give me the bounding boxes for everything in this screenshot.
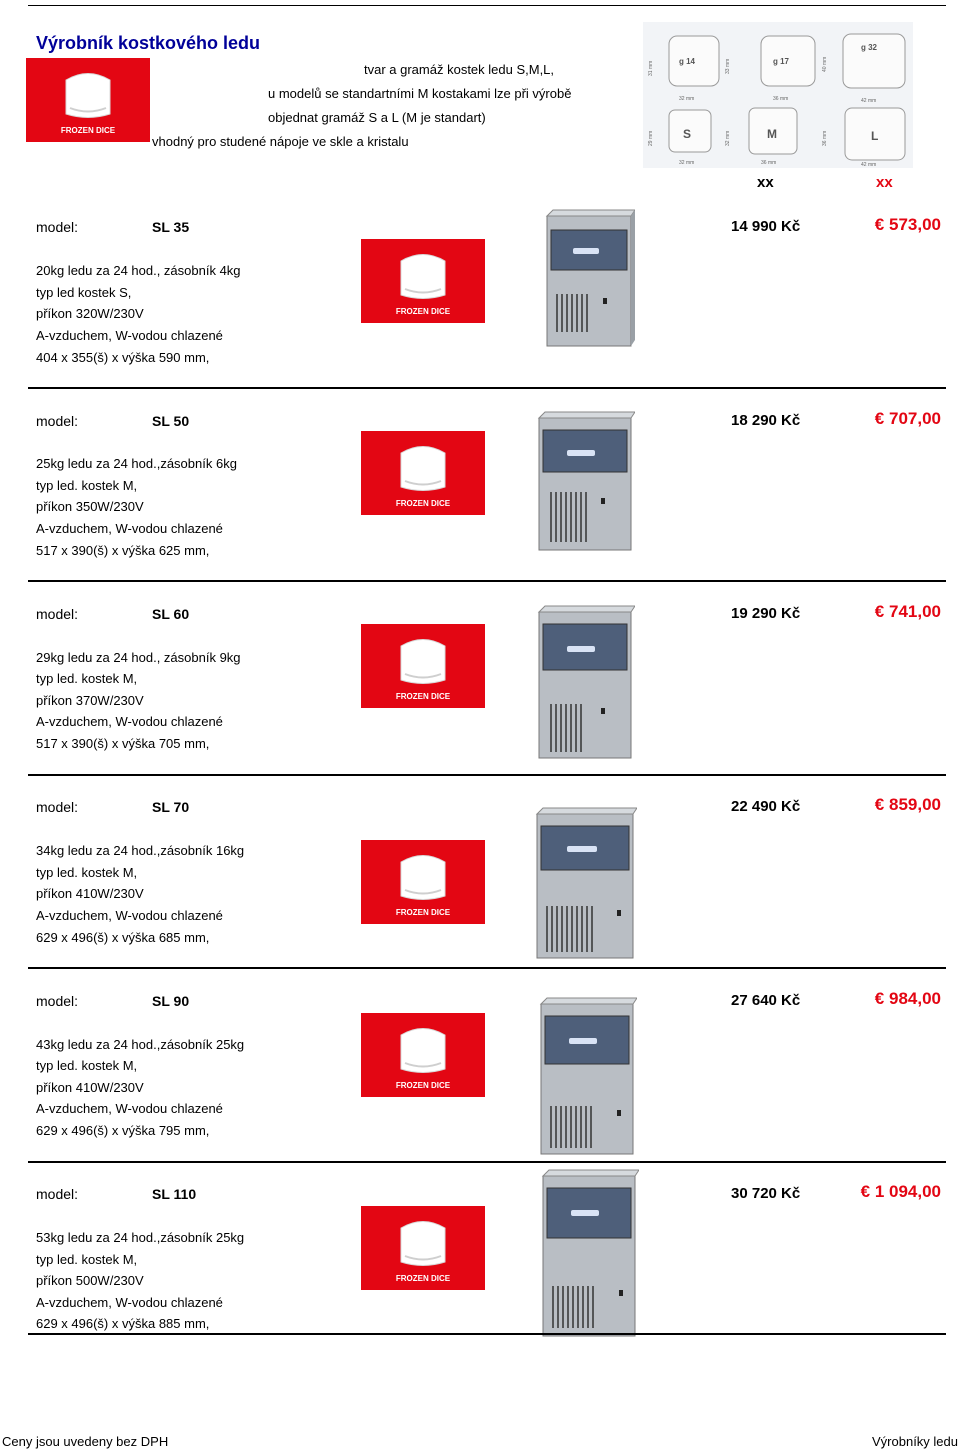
top-dim-s: 31 mm: [648, 60, 654, 76]
row-divider: [28, 774, 946, 776]
price-eur-value: 1 094,00: [874, 1182, 941, 1201]
bottom-dim-l: 42 mm: [861, 162, 877, 168]
model-name: SL 60: [152, 606, 190, 622]
spec-line: 34kg ledu za 24 hod.,zásobník 16kg: [36, 843, 245, 858]
frozen-dice-logo: [26, 58, 150, 142]
ice-machine-image: [535, 410, 635, 552]
model-name: SL 110: [152, 1186, 197, 1202]
model-label: model:: [36, 993, 79, 1009]
model-label: model:: [36, 1186, 79, 1202]
logo-text: FROZEN DICE: [395, 499, 451, 508]
side-dim-s: 29 mm: [648, 130, 654, 146]
price-czk: 18 290 Kč: [731, 412, 801, 429]
column-head-eur: xx: [876, 174, 893, 191]
row-divider: [28, 1161, 946, 1163]
euro-icon: €: [860, 1182, 871, 1201]
spec-line: 629 x 496(š) x výška 685 mm,: [36, 930, 210, 945]
bottom-dim-s: 32 mm: [679, 160, 695, 166]
width-dim-l: 42 mm: [861, 98, 877, 104]
spec-line: příkon 410W/230V: [36, 886, 144, 901]
model-name: SL 35: [152, 219, 190, 235]
price-czk: 30 720 Kč: [731, 1185, 801, 1202]
row-divider: [28, 1333, 946, 1335]
price-eur: [741, 409, 941, 429]
model-label: model:: [36, 799, 79, 815]
price-eur: [741, 1182, 941, 1202]
logo-text: FROZEN DICE: [395, 1274, 451, 1283]
price-czk: 27 640 Kč: [731, 992, 801, 1009]
cube-size-diagram: [643, 22, 913, 168]
euro-icon: €: [874, 602, 885, 621]
spec-line: příkon 370W/230V: [36, 693, 144, 708]
spec-line: 517 x 390(š) x výška 705 mm,: [36, 736, 210, 751]
row-divider: [28, 967, 946, 969]
euro-icon: €: [874, 215, 885, 234]
description-line-3: objednat gramáž S a L (M je standart): [268, 110, 486, 125]
top-rule: [28, 5, 946, 6]
euro-icon: €: [874, 795, 885, 814]
price-czk: 14 990 Kč: [731, 218, 801, 235]
ice-machine-image: [535, 604, 635, 760]
logo-text: FROZEN DICE: [395, 307, 451, 316]
price-eur-value: 573,00: [889, 215, 941, 234]
spec-line: 25kg ledu za 24 hod.,zásobník 6kg: [36, 456, 237, 471]
spec-line: typ led. kostek M,: [36, 865, 138, 880]
price-eur: [741, 795, 941, 815]
ice-machine-image: [533, 806, 637, 960]
frozen-dice-logo: [361, 239, 485, 323]
spec-line: 404 x 355(š) x výška 590 mm,: [36, 350, 210, 365]
euro-icon: €: [874, 409, 885, 428]
description-line-4: vhodný pro studené nápoje ve skle a kristalu: [152, 134, 409, 149]
logo-text: FROZEN DICE: [395, 1081, 451, 1090]
ice-machine-image: [543, 208, 635, 348]
model-label: model:: [36, 606, 79, 622]
spec-line: příkon 320W/230V: [36, 306, 144, 321]
frozen-dice-logo: [361, 624, 485, 708]
logo-text: FROZEN DICE: [60, 126, 116, 135]
price-czk: 19 290 Kč: [731, 605, 801, 622]
footer-category: Výrobníky ledu: [872, 1434, 958, 1449]
column-head-czk: xx: [757, 174, 774, 191]
spec-line: příkon 350W/230V: [36, 499, 144, 514]
ice-machine-image: [539, 1168, 639, 1338]
spec-line: 20kg ledu za 24 hod., zásobník 4kg: [36, 263, 241, 278]
price-eur-value: 741,00: [889, 602, 941, 621]
spec-line: typ led. kostek M,: [36, 1058, 138, 1073]
spec-line: 629 x 496(š) x výška 885 mm,: [36, 1316, 210, 1331]
spec-line: příkon 500W/230V: [36, 1273, 144, 1288]
model-label: model:: [36, 413, 79, 429]
spec-line: A-vzduchem, W-vodou chlazené: [36, 714, 223, 729]
row-divider: [28, 580, 946, 582]
logo-text: FROZEN DICE: [395, 692, 451, 701]
frozen-dice-logo: [361, 1206, 485, 1290]
spec-line: typ led. kostek M,: [36, 478, 138, 493]
width-dim-m: 36 mm: [773, 96, 789, 102]
top-dim-m: 33 mm: [725, 58, 731, 74]
model-name: SL 50: [152, 413, 190, 429]
footer-note: Ceny jsou uvedeny bez DPH: [2, 1434, 169, 1449]
side-dim-l: 36 mm: [822, 130, 828, 146]
width-dim-s: 32 mm: [679, 96, 695, 102]
spec-line: 53kg ledu za 24 hod.,zásobník 25kg: [36, 1230, 245, 1245]
price-eur: [741, 989, 941, 1009]
spec-line: typ led. kostek M,: [36, 1252, 138, 1267]
spec-line: A-vzduchem, W-vodou chlazené: [36, 521, 223, 536]
spec-line: příkon 410W/230V: [36, 1080, 144, 1095]
bottom-dim-m: 36 mm: [761, 160, 777, 166]
size-label-m: M: [767, 127, 777, 141]
size-label-s: S: [683, 127, 692, 141]
spec-line: 43kg ledu za 24 hod.,zásobník 25kg: [36, 1037, 245, 1052]
price-eur-value: 859,00: [889, 795, 941, 814]
row-divider: [28, 387, 946, 389]
spec-line: A-vzduchem, W-vodou chlazené: [36, 1101, 223, 1116]
model-name: SL 90: [152, 993, 190, 1009]
spec-line: 517 x 390(š) x výška 625 mm,: [36, 543, 210, 558]
spec-line: typ led kostek S,: [36, 285, 132, 300]
description-line-1: tvar a gramáž kostek ledu S,M,L,: [364, 62, 555, 77]
spec-line: A-vzduchem, W-vodou chlazené: [36, 908, 223, 923]
weight-label-m: g 17: [773, 57, 790, 66]
price-eur: [741, 215, 941, 235]
model-name: SL 70: [152, 799, 190, 815]
ice-machine-image: [537, 996, 637, 1156]
price-czk: 22 490 Kč: [731, 798, 801, 815]
spec-line: 29kg ledu za 24 hod., zásobník 9kg: [36, 650, 241, 665]
description-line-2: u modelů se standartními M kostakami lze při výrobě: [268, 86, 572, 101]
weight-label-s: g 14: [679, 57, 696, 66]
weight-label-l: g 32: [861, 43, 878, 52]
price-eur: [741, 602, 941, 622]
frozen-dice-logo: [361, 431, 485, 515]
spec-line: typ led. kostek M,: [36, 671, 138, 686]
logo-text: FROZEN DICE: [395, 908, 451, 917]
size-label-l: L: [871, 129, 879, 143]
spec-line: A-vzduchem, W-vodou chlazené: [36, 328, 223, 343]
frozen-dice-logo: [361, 1013, 485, 1097]
page-title: Výrobník kostkového ledu: [36, 33, 261, 53]
top-dim-l: 40 mm: [822, 56, 828, 72]
frozen-dice-logo: [361, 840, 485, 924]
price-eur-value: 707,00: [889, 409, 941, 428]
spec-line: A-vzduchem, W-vodou chlazené: [36, 1295, 223, 1310]
side-dim-m: 32 mm: [725, 130, 731, 146]
price-eur-value: 984,00: [889, 989, 941, 1008]
spec-line: 629 x 496(š) x výška 795 mm,: [36, 1123, 210, 1138]
euro-icon: €: [874, 989, 885, 1008]
model-label: model:: [36, 219, 79, 235]
